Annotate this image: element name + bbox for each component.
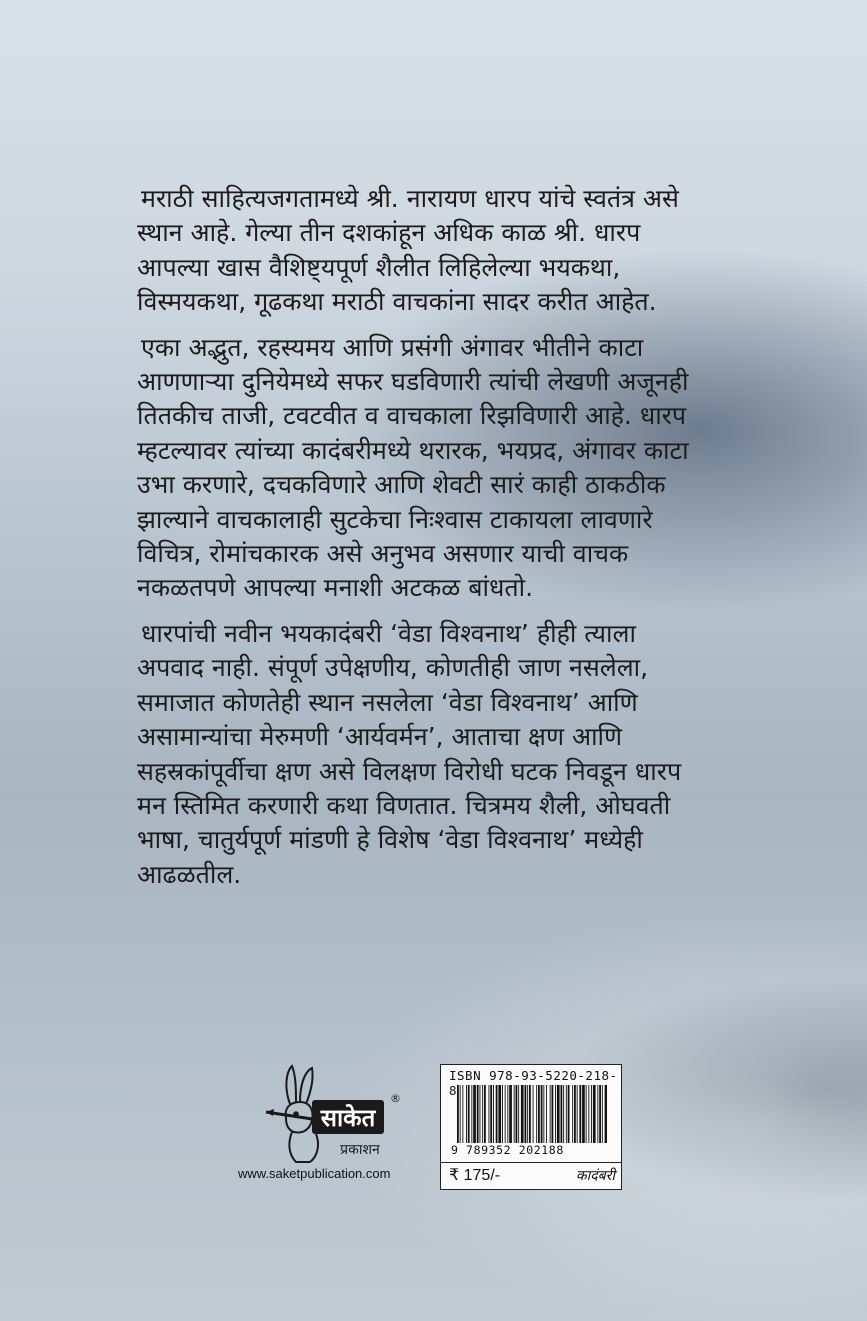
barcode-bar bbox=[605, 1085, 607, 1143]
barcode-bar bbox=[493, 1085, 494, 1143]
barcode-bar bbox=[586, 1085, 587, 1143]
barcode-bar bbox=[588, 1085, 589, 1143]
barcode-bar bbox=[550, 1085, 551, 1143]
barcode-bar bbox=[593, 1085, 596, 1143]
barcode-bar bbox=[602, 1085, 603, 1143]
blurb-line: भाषा, चातुर्यपूर्ण मांडणी हे विशेष ‘वेडा विश्वनाथ’ मध्येही bbox=[137, 825, 643, 855]
publisher-url[interactable]: www.saketpublication.com bbox=[238, 1166, 391, 1181]
barcode-bar bbox=[473, 1085, 476, 1143]
barcode-bar bbox=[466, 1085, 467, 1143]
price: ₹ 175/- bbox=[449, 1167, 501, 1184]
barcode-bar bbox=[582, 1085, 585, 1143]
isbn-barcode-box bbox=[440, 1064, 622, 1190]
barcode-bar bbox=[502, 1085, 503, 1143]
blurb-line: समाजात कोणतेही स्थान नसलेला ‘वेडा विश्वनाथ’ आणि bbox=[137, 687, 638, 717]
blurb-line: आणणाऱ्या दुनियेमध्ये सफर घडविणारी त्यांची लेखणी अजूनही bbox=[137, 367, 689, 397]
barcode-bar bbox=[468, 1085, 470, 1143]
barcode-bar bbox=[591, 1085, 592, 1143]
isbn-label: ISBN 978-93-5220-218-8 bbox=[449, 1068, 618, 1098]
barcode-bar bbox=[546, 1085, 547, 1143]
barcode-bar bbox=[527, 1085, 528, 1143]
barcode-bar bbox=[579, 1085, 581, 1143]
barcode-bar bbox=[484, 1085, 486, 1143]
barcode-bar bbox=[525, 1085, 527, 1143]
barcode-bar bbox=[572, 1085, 573, 1143]
barcode-bar bbox=[514, 1085, 515, 1143]
blurb-line: मन स्तिमित करणारी कथा विणतात. चित्रमय शैली, ओघवती bbox=[137, 790, 671, 820]
barcode-bar bbox=[557, 1085, 560, 1143]
barcode-bar bbox=[563, 1085, 564, 1143]
barcode-bar bbox=[561, 1085, 563, 1143]
barcode-bar bbox=[552, 1085, 554, 1143]
blurb-line: आढळतील. bbox=[137, 859, 242, 889]
barcode-bar bbox=[477, 1085, 479, 1143]
barcode-bar bbox=[577, 1085, 578, 1143]
barcode-bar bbox=[521, 1085, 524, 1143]
barcode-bar bbox=[529, 1085, 531, 1143]
barcode-bar bbox=[489, 1085, 490, 1143]
barcode-bar bbox=[460, 1085, 461, 1143]
blurb-paragraph bbox=[137, 617, 797, 892]
barcode-bar bbox=[490, 1085, 492, 1143]
barcode-bar bbox=[462, 1085, 463, 1143]
blurb-line: असामान्यांचा मेरुमणी ‘आर्यवर्मन’, आताचा क्षण आणि bbox=[137, 722, 623, 752]
barcode-bar bbox=[480, 1085, 481, 1143]
rabbit-with-pen-icon bbox=[262, 1058, 412, 1168]
barcode-bar bbox=[518, 1085, 519, 1143]
genre-label: कादंबरी bbox=[575, 1168, 615, 1184]
barcode-bar bbox=[533, 1085, 534, 1143]
barcode-bar bbox=[516, 1085, 518, 1143]
barcode-number: 9 789352 202188 bbox=[451, 1143, 564, 1157]
barcode-bar bbox=[498, 1085, 501, 1143]
barcode-bar bbox=[543, 1085, 544, 1143]
barcode-bar bbox=[482, 1085, 483, 1143]
blurb-line: झाल्याने वाचकालाही सुटकेचा निःश्वास टाकायला लावणारे bbox=[137, 504, 653, 534]
barcode-bar bbox=[555, 1085, 556, 1143]
blurb-line: सहस्रकांपूर्वीचा क्षण असे विलक्षण विरोधी घटक निवडून धारप bbox=[137, 756, 682, 786]
blurb-line: धारपांची नवीन भयकादंबरी ‘वेडा विश्वनाथ’ हीही त्याला bbox=[141, 618, 636, 648]
barcode-bar bbox=[505, 1085, 506, 1143]
barcode-bar bbox=[471, 1085, 472, 1143]
blurb-line: मराठी साहित्यजगतामध्ये श्री. नारायण धारप यांचे स्वतंत्र असे bbox=[141, 184, 679, 213]
back-cover-blurb bbox=[137, 182, 797, 903]
barcode-bar bbox=[566, 1085, 567, 1143]
barcode-bar bbox=[568, 1085, 570, 1143]
barcode-bar bbox=[457, 1085, 459, 1143]
blurb-line: एका अद्भुत, रहस्यमय आणि प्रसंगी अंगावर भीतीने काटा bbox=[141, 332, 644, 362]
blurb-line: विचित्र, रोमांचकारक असे अनुभव असणार याची वाचक bbox=[137, 539, 629, 569]
registered-mark: ® bbox=[390, 1092, 401, 1105]
blurb-line: नकळतपणे आपल्या मनाशी अटकळ बांधतो. bbox=[137, 573, 534, 603]
barcode-bar bbox=[538, 1085, 540, 1143]
blurb-line: आपल्या खास वैशिष्ट्यपूर्ण शैलीत लिहिलेल्या भयकथा, bbox=[137, 252, 621, 282]
blurb-line: म्हटल्यावर त्यांच्या कादंबरीमध्ये थरारक, भयप्रद, अंगावर काटा bbox=[137, 435, 689, 465]
barcode-bar bbox=[509, 1085, 512, 1143]
barcode-bar bbox=[597, 1085, 598, 1143]
blurb-line: विस्मयकथा, गूढकथा मराठी वाचकांना सादर करीत आहेत. bbox=[137, 287, 657, 317]
barcode-bar bbox=[541, 1085, 543, 1143]
logo-text: साकेत bbox=[320, 1104, 376, 1132]
blurb-line: स्थान आहे. गेल्या तीन दशकांहून अधिक काळ श्री. धारप bbox=[137, 218, 641, 248]
publisher-logo bbox=[262, 1058, 412, 1168]
barcode-bar bbox=[599, 1085, 601, 1143]
logo-subtext: प्रकाशन bbox=[340, 1142, 380, 1158]
barcode bbox=[455, 1085, 607, 1143]
blurb-line: उभा करणारे, दचकविणारे आणि शेवटी सारं काही ठाकठीक bbox=[137, 470, 666, 500]
barcode-bar bbox=[496, 1085, 498, 1143]
blurb-line: तितकीच ताजी, टवटवीत व वाचकाला रिझविणारी आहे. धारप bbox=[137, 401, 687, 431]
barcode-bar bbox=[536, 1085, 537, 1143]
barcode-bar bbox=[574, 1085, 576, 1143]
price-row bbox=[441, 1162, 621, 1189]
blurb-paragraph bbox=[137, 331, 797, 606]
blurb-paragraph bbox=[137, 182, 797, 320]
blurb-line: अपवाद नाही. संपूर्ण उपेक्षणीय, कोणतीही जाण नसलेला, bbox=[137, 653, 649, 683]
barcode-bar bbox=[507, 1085, 508, 1143]
